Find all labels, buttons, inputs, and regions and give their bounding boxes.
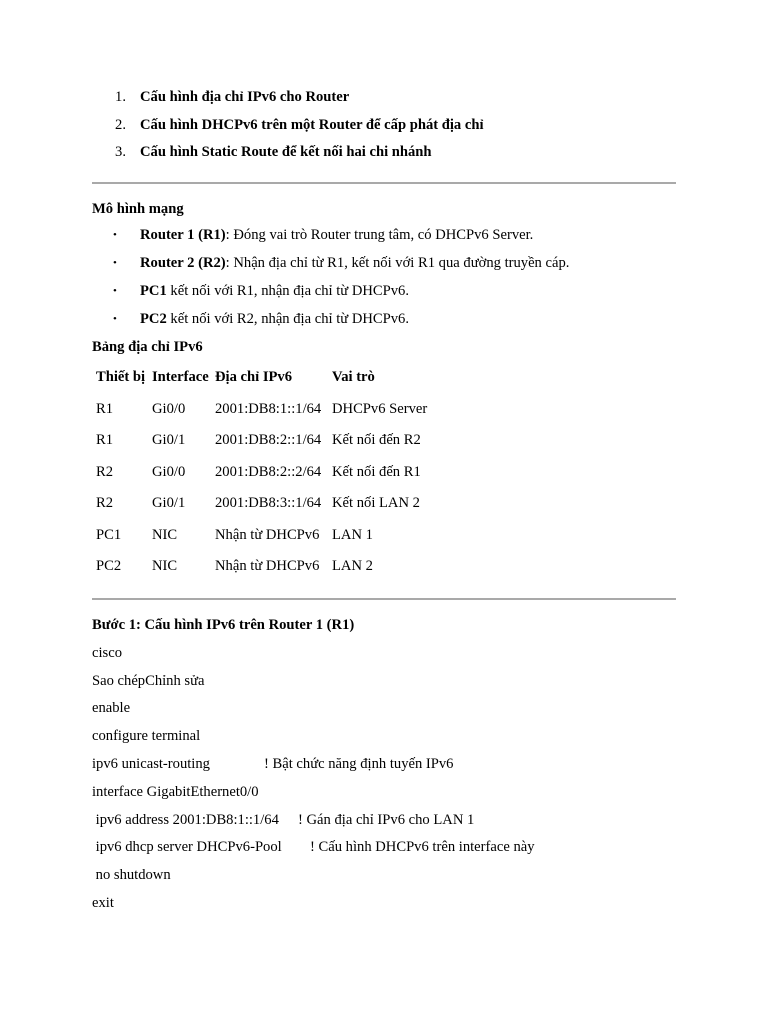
list-desc: kết nối với R1, nhận địa chỉ từ DHCPv6.: [166, 283, 409, 299]
list-item: [140, 282, 409, 300]
table-cell: PC2: [96, 558, 122, 574]
table-cell: Kết nối đến R1: [332, 464, 421, 480]
bullet-icon: •: [113, 229, 117, 241]
table-cell: DHCPv6 Server: [332, 401, 428, 417]
table-cell: Gi0/1: [152, 495, 186, 511]
list-desc: : Đóng vai trò Router trung tâm, có DHCPv6 Server.: [225, 227, 534, 243]
table-header: Địa chỉ IPv6: [215, 369, 293, 385]
code-line: configure terminal: [92, 728, 201, 744]
list-item: Cấu hình DHCPv6 trên một Router để cấp phát địa chỉ: [140, 117, 484, 133]
horizontal-rule: [92, 598, 676, 600]
table-cell: NIC: [152, 558, 178, 574]
list-number: 1.: [115, 89, 126, 105]
table-cell: 2001:DB8:1::1/64: [215, 401, 322, 417]
section-heading: Bảng địa chỉ IPv6: [92, 339, 203, 355]
code-comment: ! Cấu hình DHCPv6 trên interface này: [310, 839, 535, 855]
code-line: enable: [92, 700, 131, 716]
code-language-label: cisco: [92, 645, 122, 661]
table-cell: R2: [96, 464, 114, 480]
list-item: Cấu hình địa chỉ IPv6 cho Router: [140, 89, 350, 105]
list-term: Router 1 (R1): [140, 227, 226, 243]
table-cell: Gi0/0: [152, 464, 186, 480]
table-header: Thiết bị: [96, 369, 146, 385]
section-heading: Mô hình mạng: [92, 201, 184, 217]
code-line: ipv6 address 2001:DB8:1::1/64: [92, 812, 279, 828]
list-item: Cấu hình Static Route để kết nối hai chi nhánh: [140, 144, 432, 160]
bullet-icon: •: [113, 257, 117, 269]
code-comment: ! Bật chức năng định tuyến IPv6: [264, 756, 454, 772]
list-desc: : Nhận địa chỉ từ R1, kết nối với R1 qua đường truyền cáp.: [225, 255, 570, 271]
table-cell: 2001:DB8:3::1/64: [215, 495, 322, 511]
list-term: Router 2 (R2): [140, 255, 226, 271]
code-actions[interactable]: Sao chépChỉnh sửa: [92, 673, 205, 689]
code-line: interface GigabitEthernet0/0: [92, 784, 259, 800]
list-desc: kết nối với R2, nhận địa chỉ từ DHCPv6.: [166, 311, 409, 327]
code-line: ipv6 unicast-routing: [92, 756, 210, 772]
table-cell: Gi0/1: [152, 432, 186, 448]
list-item: [140, 226, 533, 244]
list-term: PC2: [140, 311, 167, 327]
table-cell: R1: [96, 432, 114, 448]
bullet-icon: •: [113, 313, 117, 325]
table-cell: Nhận từ DHCPv6: [215, 558, 320, 574]
table-cell: PC1: [96, 527, 122, 543]
list-number: 3.: [115, 144, 126, 160]
list-term: PC1: [140, 283, 167, 299]
table-header: Interface: [152, 369, 209, 385]
code-line: ipv6 dhcp server DHCPv6-Pool: [92, 839, 282, 855]
table-cell: Kết nối LAN 2: [332, 495, 420, 511]
bullet-icon: •: [113, 285, 117, 297]
table-cell: LAN 1: [332, 527, 373, 543]
table-cell: 2001:DB8:2::1/64: [215, 432, 322, 448]
horizontal-rule: [92, 182, 676, 184]
step-heading: Bước 1: Cấu hình IPv6 trên Router 1 (R1): [92, 617, 355, 633]
table-cell: LAN 2: [332, 558, 373, 574]
code-comment: ! Gán địa chỉ IPv6 cho LAN 1: [298, 812, 475, 828]
table-cell: R2: [96, 495, 114, 511]
list-item: [140, 310, 409, 328]
table-cell: Kết nối đến R2: [332, 432, 421, 448]
code-line: exit: [92, 895, 114, 911]
code-line: no shutdown: [92, 867, 171, 883]
list-item: [140, 254, 569, 272]
list-number: 2.: [115, 117, 126, 133]
table-cell: 2001:DB8:2::2/64: [215, 464, 322, 480]
table-cell: NIC: [152, 527, 178, 543]
table-header: Vai trò: [332, 369, 375, 385]
table-cell: R1: [96, 401, 114, 417]
table-cell: Nhận từ DHCPv6: [215, 527, 320, 543]
table-cell: Gi0/0: [152, 401, 186, 417]
